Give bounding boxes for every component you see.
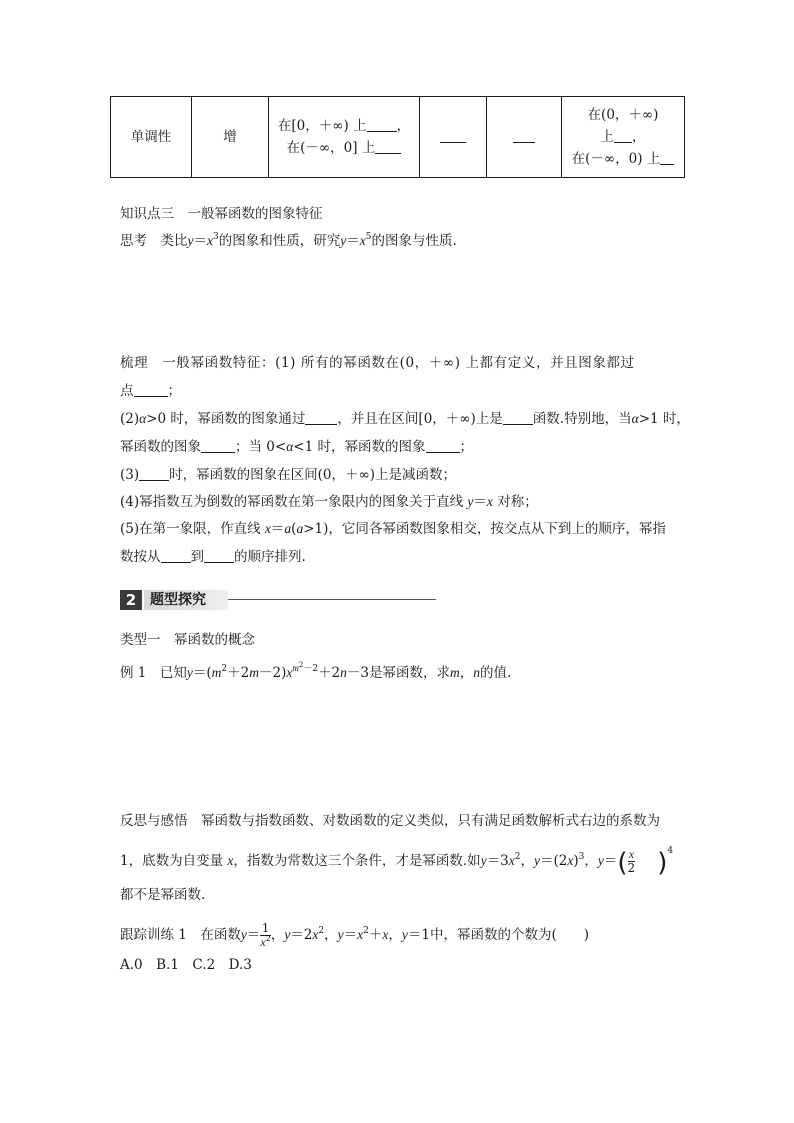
- cell-x3: [420, 97, 487, 178]
- summary-line-7: (5)在第一象限，作直线 x＝a(a>1)，它同各幂函数图象相交，按交点从下到上的顺序，幂指: [120, 521, 666, 537]
- section-number-badge: 2: [120, 590, 142, 610]
- reflection-line-3: 都不是幂函数.: [120, 887, 206, 903]
- summary-line-4: 幂函数的图象 ；当 0<α<1 时，幂函数的图象 ；: [120, 439, 473, 455]
- summary-line-8: 数按从 到 的顺序排列.: [120, 549, 306, 565]
- summary-line-6: (4)幂指数互为倒数的幂函数在第一象限内的图象关于直线 y＝x 对称；: [120, 494, 538, 510]
- cell-x2: 在[0，＋∞) 上 ， 在(－∞，0] 上: [269, 97, 420, 178]
- cell-xhalf: [487, 97, 562, 178]
- summary-line-2: 点 ；: [120, 383, 181, 399]
- summary-line-3: (2)α>0 时，幂函数的图象通过 ，并且在区间[0，＋∞)上是 函数.特别地，当α>1 时，: [120, 411, 690, 427]
- section-divider: [228, 599, 436, 600]
- cell-xinv: 在(0，＋∞) 上 ， 在(－∞，0) 上: [562, 97, 685, 178]
- table-row: [111, 97, 685, 178]
- think-question: 思考 类比$y=x^3$的图象和性质，研究$y=x^5$的图象与性质.: [120, 232, 457, 249]
- section-title: 题型探究: [144, 590, 228, 610]
- summary-line-5: (3) 时，幂函数的图象在区间(0，＋∞)上是减函数；: [120, 467, 456, 483]
- cell-increasing: 增: [192, 97, 269, 178]
- summary-line-1: 梳理 一般幂函数特征：(1) 所有的幂函数在(0，＋∞) 上都有定义，并且图象都过: [120, 355, 635, 371]
- kp3-heading: 知识点三 一般幂函数的图象特征: [120, 206, 323, 222]
- row-label: 单调性: [111, 97, 192, 178]
- practice-1-options: A.0 B.1 C.2 D.3: [120, 957, 252, 973]
- type1-heading: 类型一 幂函数的概念: [120, 632, 255, 648]
- monotonicity-table: [110, 96, 685, 178]
- reflection-line-2: 1，底数为自变量 x，指数为常数这三个条件，才是幂函数.如$y=3x^2$，$y=(2x)^3$，y＝( $\frac{x}{2}$ )$^4$: [120, 846, 674, 878]
- reflection-line-1: 反思与感悟 幂函数与指数函数、对数函数的定义类似，只有满足函数解析式右边的系数为: [120, 813, 660, 829]
- example-1: 例 1 已知$y=(m^2+2m-2)x^{m^2-2}+2n-3$是幂函数，求m，n的值.: [120, 661, 512, 681]
- practice-1: 跟踪训练 1 在函数y＝ $\frac{1}{x^2}$ ，$y=2x^2$，$y=x^2+x$，y＝1中，幂函数的个数为( ): [120, 921, 590, 949]
